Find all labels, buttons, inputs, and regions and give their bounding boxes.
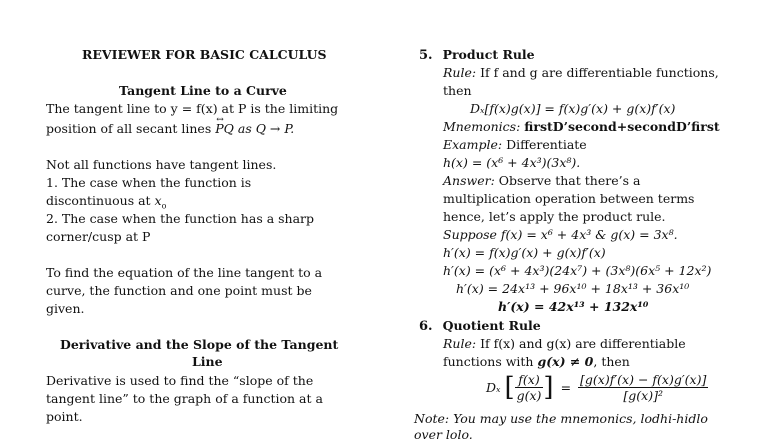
mnemonics-text: firstD’second+secondD’first — [524, 119, 720, 134]
suppose-line: Suppose f(x) = x⁶ + 4x³ & g(x) = 3x⁸. — [443, 227, 678, 242]
quotient-right-fraction — [578, 372, 708, 403]
product-formula: Dₓ[f(x)g(x)] = f(x)g′(x) + g(x)f′(x) — [470, 101, 676, 116]
quotient-title: Quotient Rule — [442, 318, 541, 333]
left-numerator: f(x) — [515, 372, 544, 388]
answer-line-2: multiplication operation between terms — [443, 191, 695, 206]
tangent-heading: Tangent Line to a Curve — [119, 83, 287, 98]
derivative-line-1: Derivative is used to find the “slope of the — [46, 373, 314, 388]
mnemonics-label: Mnemonics: — [443, 119, 521, 134]
quotient-heading — [419, 317, 541, 336]
example-line — [443, 136, 587, 154]
quotient-left-fraction — [515, 372, 544, 403]
derivative-heading-2: Line — [192, 354, 223, 369]
right-denominator: [g(x)]² — [623, 388, 663, 403]
derivation-step-3: h′(x) = 24x¹³ + 96x¹⁰ + 18x¹³ + 36x¹⁰ — [456, 281, 690, 296]
quotient-rule-condition: g(x) ≠ 0 — [537, 354, 594, 369]
quotient-equals: = — [560, 380, 572, 395]
product-heading — [419, 46, 535, 65]
quotient-rule-text-1: If f(x) and g(x) are differentiable — [480, 336, 686, 351]
quotient-derivative-operator: Dₓ — [486, 380, 501, 395]
not-all-text: Not all functions have tangent lines. — [46, 157, 277, 172]
case1-var: x — [154, 193, 162, 208]
product-number: 5. — [419, 48, 433, 63]
derivation-step-2: h′(x) = (x⁶ + 4x³)(24x⁷) + (3x⁸)(6x⁵ + 12x²) — [443, 263, 712, 278]
note-line-1: Note: You may use the mnemonics, lodhi-hidlo — [414, 411, 708, 426]
left-denominator: g(x) — [516, 388, 542, 403]
example-function: h(x) = (x⁶ + 4x³)(3x⁸). — [443, 155, 581, 170]
quotient-number: 6. — [419, 319, 433, 334]
rule-text-1: If f and g are differentiable functions, — [480, 65, 719, 80]
secant-pq: ↔ PQ — [215, 120, 234, 138]
rule-label: Rule: — [443, 65, 477, 80]
note-line-2: over lolo. — [414, 427, 473, 442]
answer-line-3: hence, let’s apply the product rule. — [443, 209, 666, 224]
case1-sub: o — [161, 201, 167, 211]
secant-prefix: position of all secant lines — [46, 121, 212, 136]
find-line-3: given. — [46, 301, 85, 316]
left-bracket: [ — [504, 372, 515, 403]
derivative-heading-1: Derivative and the Slope of the Tangent — [60, 337, 339, 352]
tangent-text-line-2 — [46, 120, 294, 138]
find-line-2: curve, the function and one point must be — [46, 283, 312, 298]
case2-line-1: 2. The case when the function has a sharp — [46, 211, 315, 226]
example-text: Differentiate — [506, 137, 587, 152]
case1-line-1: 1. The case when the function is — [46, 175, 252, 190]
product-rule-line-1 — [443, 64, 719, 82]
quotient-rule-label: Rule: — [443, 336, 477, 351]
answer-text-1: Observe that there’s a — [498, 173, 641, 188]
quotient-rule-line-2 — [443, 353, 630, 371]
derivative-line-2: tangent line” to the graph of a function at a — [46, 391, 323, 406]
answer-line-1 — [443, 172, 640, 190]
mnemonics-line — [443, 118, 720, 136]
product-title: Product Rule — [442, 47, 535, 62]
quotient-rule-suffix: , then — [593, 354, 630, 369]
right-bracket: ] — [543, 372, 554, 403]
document-title: REVIEWER FOR BASIC CALCULUS — [82, 47, 327, 62]
example-label: Example: — [443, 137, 503, 152]
derivation-result: h′(x) = 42x¹³ + 132x¹⁰ — [498, 299, 649, 314]
tangent-text-line-1: The tangent line to y = f(x) at P is the limiting — [46, 101, 339, 116]
derivative-line-3: point. — [46, 409, 83, 424]
quotient-rule-prefix: functions with — [443, 354, 534, 369]
derivation-step-1: h′(x) = f(x)g′(x) + g(x)f′(x) — [443, 245, 606, 260]
case1-prefix: discontinuous at — [46, 193, 151, 208]
quotient-rule-line-1 — [443, 335, 686, 353]
find-line-1: To find the equation of the line tangent to a — [46, 265, 323, 280]
right-numerator: [g(x)f′(x) − f(x)g′(x)] — [580, 372, 707, 387]
answer-label: Answer: — [443, 173, 495, 188]
secant-suffix: as Q → P. — [237, 121, 295, 136]
quotient-formula — [486, 372, 708, 403]
case2-line-2: corner/cusp at P — [46, 229, 151, 244]
product-rule-line-2: then — [443, 83, 472, 98]
